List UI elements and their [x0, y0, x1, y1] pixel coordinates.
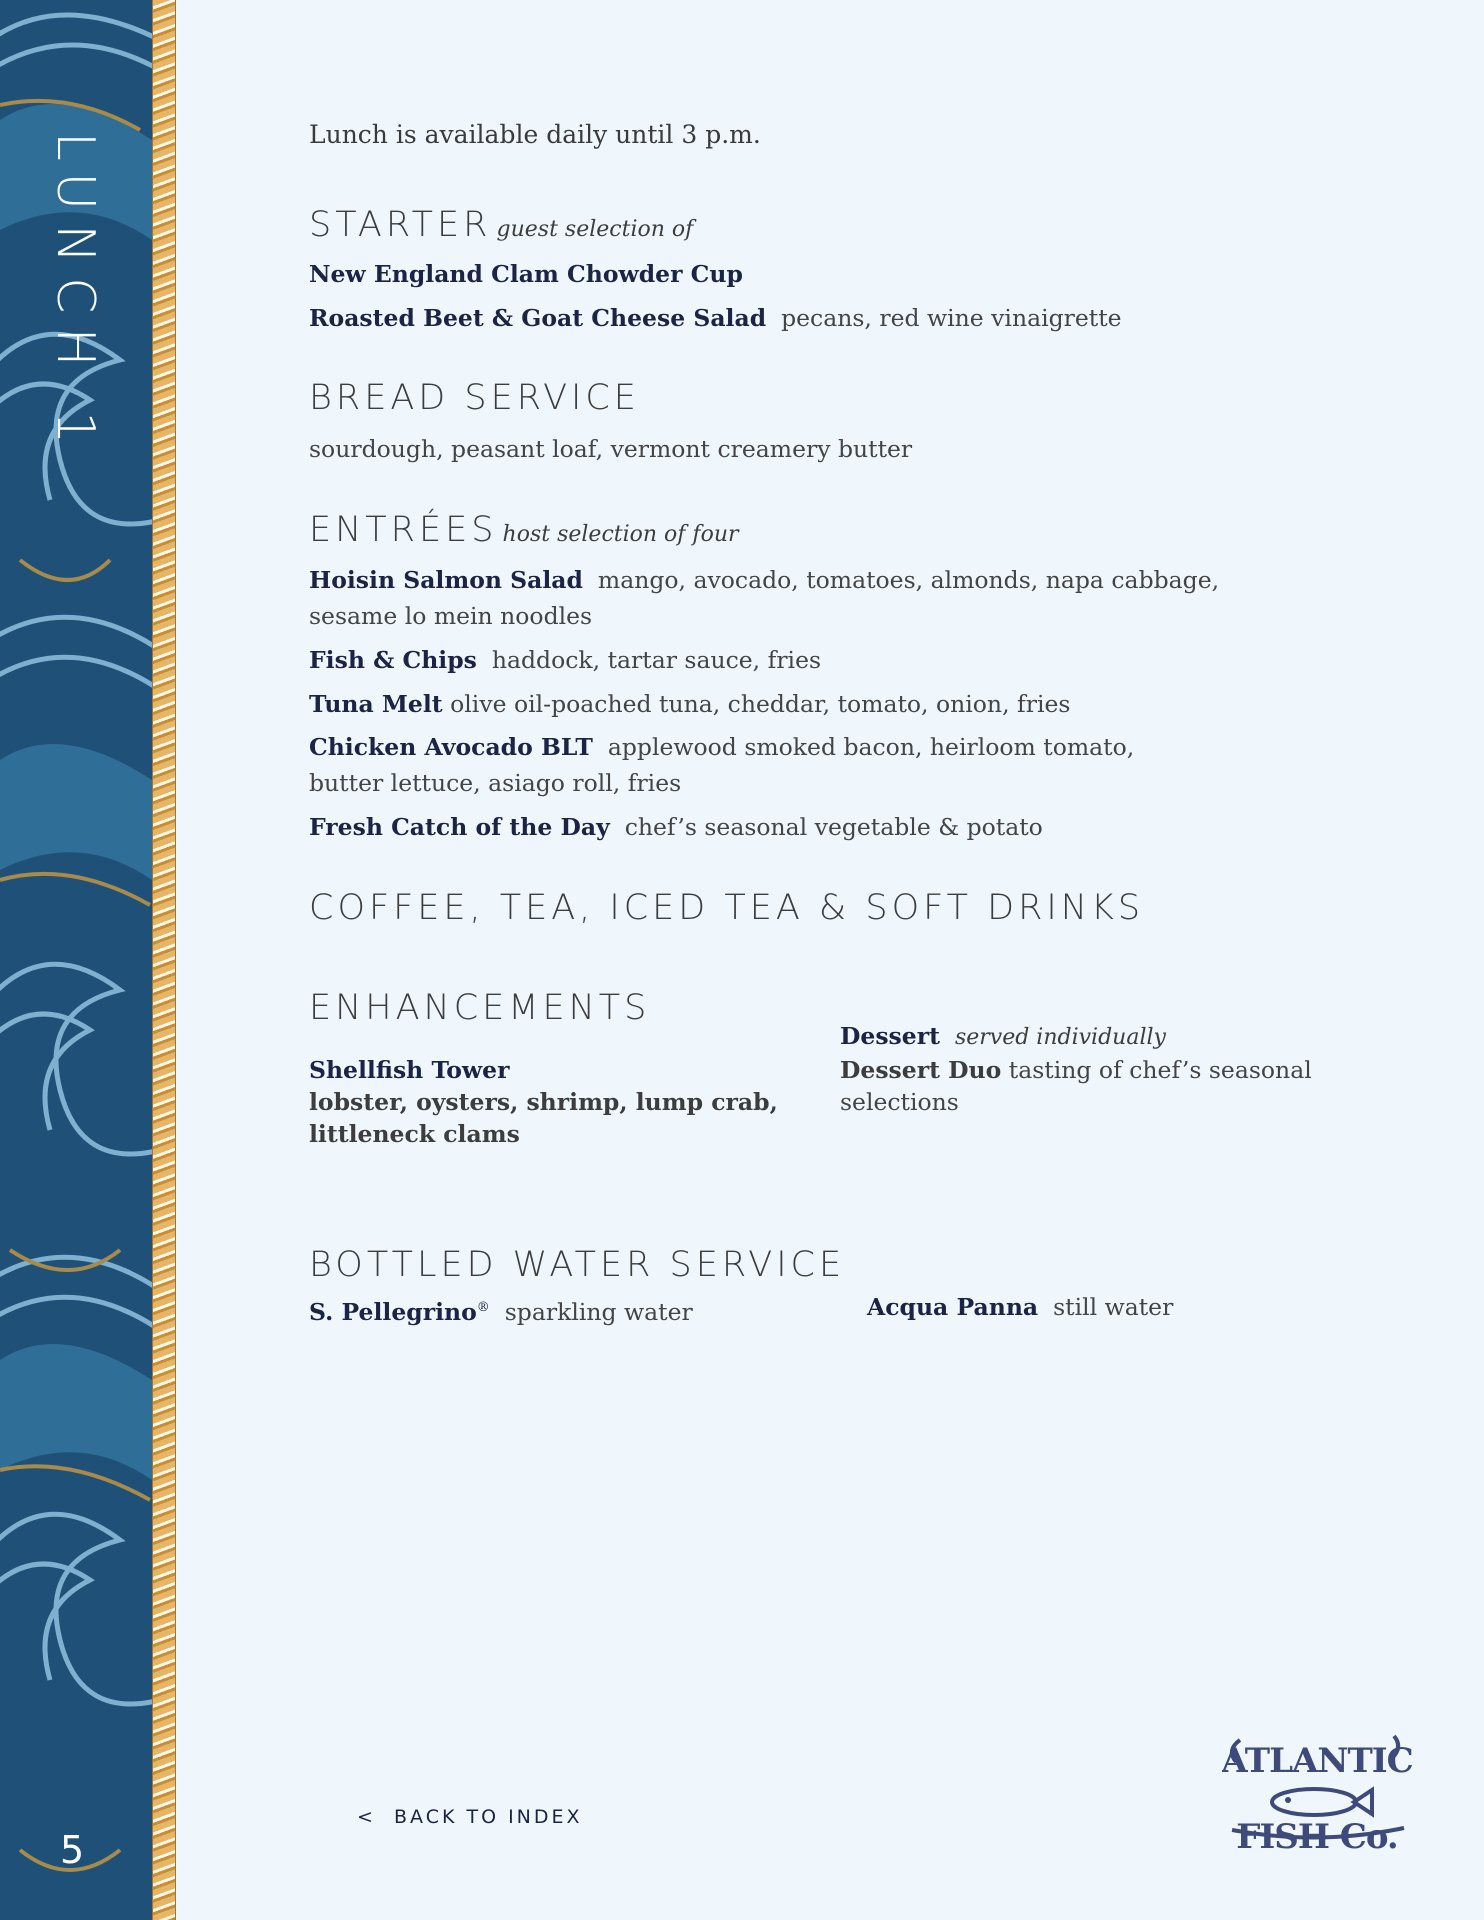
entree-item — [309, 809, 1043, 846]
enhancement-item-desc: littleneck clams — [309, 1120, 520, 1148]
starter-heading — [309, 205, 693, 245]
starter-note: guest selection of — [496, 217, 694, 242]
dessert-block — [840, 1020, 1312, 1118]
dessert-title: Dessert — [840, 1022, 940, 1050]
entree-item — [309, 642, 821, 679]
starter-item-desc: pecans, red wine vinaigrette — [781, 304, 1122, 332]
back-to-index-link[interactable] — [357, 1806, 583, 1828]
section-vertical-title: LUNCH 1 — [45, 131, 105, 459]
chevron-left-icon: < — [357, 1806, 376, 1828]
water-item-desc: sparkling water — [504, 1297, 693, 1326]
water-item-desc: still water — [1053, 1293, 1174, 1321]
bread-service-desc: sourdough, peasant loaf, vermont creamery butter — [309, 435, 913, 463]
entrees-note: host selection of four — [502, 522, 739, 547]
enhancement-item-name: Shellfish Tower — [309, 1056, 510, 1084]
atlantic-fish-co-logo — [1222, 1720, 1412, 1864]
svg-text:FISH Co.: FISH Co. — [1236, 1817, 1398, 1857]
drinks-title: COFFEE, TEA, ICED TEA & SOFT DRINKS — [309, 888, 1145, 928]
svg-text:ATLANTIC: ATLANTIC — [1222, 1741, 1412, 1781]
bread-service-title: BREAD SERVICE — [309, 378, 640, 418]
entree-item-desc: haddock, tartar sauce, fries — [491, 646, 822, 674]
entree-item-name: Tuna Melt — [309, 690, 443, 718]
entree-item-desc: olive oil-poached tuna, cheddar, tomato, onion, fries — [450, 690, 1071, 718]
starter-item — [309, 300, 1122, 337]
fish-logo-icon — [1222, 1720, 1412, 1860]
entree-item — [309, 686, 1070, 723]
back-to-index-label: BACK TO INDEX — [394, 1806, 583, 1828]
starter-item-name: New England Clam Chowder Cup — [309, 260, 743, 288]
entree-item-name: Chicken Avocado BLT — [309, 733, 593, 761]
starter-item — [309, 256, 743, 293]
starter-title: STARTER — [309, 205, 492, 245]
entree-item — [309, 562, 1219, 599]
water-item-name: S. Pellegrino — [309, 1297, 477, 1326]
starter-item-name: Roasted Beet & Goat Cheese Salad — [309, 304, 767, 332]
entrees-heading — [309, 510, 739, 550]
rope-border — [152, 0, 176, 1920]
dessert-item-desc: selections — [840, 1088, 959, 1116]
dessert-item-desc: tasting of chef’s seasonal — [1008, 1056, 1312, 1084]
enhancement-item-desc: lobster, oysters, shrimp, lump crab, — [309, 1088, 778, 1116]
dessert-note: served individually — [954, 1025, 1166, 1050]
entree-item-desc: chef’s seasonal vegetable & potato — [624, 813, 1043, 841]
entree-item-name: Hoisin Salmon Salad — [309, 566, 583, 594]
entree-item-name: Fresh Catch of the Day — [309, 813, 610, 841]
water-item-name: Acqua Panna — [867, 1293, 1039, 1321]
entree-item-desc-continued: butter lettuce, asiago roll, fries — [309, 769, 682, 797]
dessert-item-name: Dessert Duo — [840, 1056, 1002, 1084]
page-number: 5 — [60, 1828, 85, 1872]
decorative-wave-sidebar — [0, 0, 152, 1920]
entrees-title: ENTRÉES — [309, 510, 498, 550]
entree-item — [309, 729, 1134, 766]
lunch-availability-note: Lunch is available daily until 3 p.m. — [309, 120, 761, 149]
water-item — [309, 1289, 693, 1331]
registered-mark: ® — [476, 1300, 490, 1315]
enhancement-item — [309, 1054, 778, 1150]
water-item — [867, 1289, 1173, 1326]
enhancements-title: ENHANCEMENTS — [309, 988, 651, 1028]
entree-item-desc: mango, avocado, tomatoes, almonds, napa cabbage, — [597, 566, 1220, 594]
entree-item-name: Fish & Chips — [309, 646, 477, 674]
bottled-water-title: BOTTLED WATER SERVICE — [309, 1245, 846, 1285]
entree-item-desc-continued: sesame lo mein noodles — [309, 602, 593, 630]
entree-item-desc: applewood smoked bacon, heirloom tomato, — [607, 733, 1135, 761]
